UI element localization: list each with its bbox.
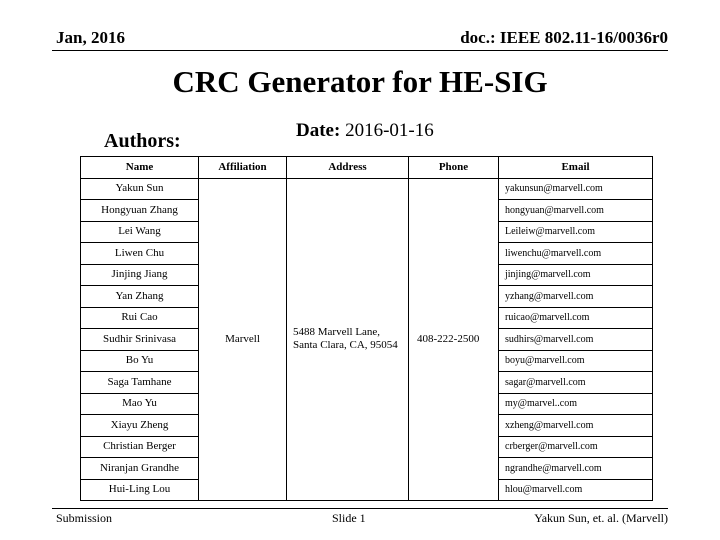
address-cell: 5488 Marvell Lane, Santa Clara, CA, 95054	[287, 178, 409, 501]
author-name: Jinjing Jiang	[81, 264, 199, 286]
author-name: Rui Cao	[81, 307, 199, 329]
author-email: sudhirs@marvell.com	[499, 329, 653, 351]
table-row	[81, 178, 653, 200]
footer-author: Yakun Sun, et. al. (Marvell)	[534, 511, 668, 525]
slide-title: CRC Generator for HE-SIG	[172, 64, 548, 99]
author-email: hongyuan@marvell.com	[499, 200, 653, 222]
affiliation-cell: Marvell	[199, 178, 287, 501]
author-email: sagar@marvell.com	[499, 372, 653, 394]
table-header-row	[81, 157, 653, 179]
header-divider	[52, 50, 668, 51]
author-name: Saga Tamhane	[81, 372, 199, 394]
author-name: Hui-Ling Lou	[81, 479, 199, 501]
author-email: hlou@marvell.com	[499, 479, 653, 501]
author-email: Leileiw@marvell.com	[499, 221, 653, 243]
authors-heading: Authors:	[104, 130, 181, 152]
column-header-address: Address	[287, 157, 409, 179]
author-email: jinjing@marvell.com	[499, 264, 653, 286]
author-name: Lei Wang	[81, 221, 199, 243]
authors-table	[80, 156, 653, 501]
author-name: Liwen Chu	[81, 243, 199, 265]
date-label: Date:	[296, 120, 341, 141]
author-email: boyu@marvell.com	[499, 350, 653, 372]
author-name: Yan Zhang	[81, 286, 199, 308]
column-header-email: Email	[499, 157, 653, 179]
author-email: yzhang@marvell.com	[499, 286, 653, 308]
header-doc-id: doc.: IEEE 802.11-16/0036r0	[460, 28, 668, 47]
author-email: yakunsun@marvell.com	[499, 178, 653, 200]
phone-cell: 408-222-2500	[409, 178, 499, 501]
author-email: xzheng@marvell.com	[499, 415, 653, 437]
author-email: ngrandhe@marvell.com	[499, 458, 653, 480]
author-name: Bo Yu	[81, 350, 199, 372]
author-name: Hongyuan Zhang	[81, 200, 199, 222]
footer-submission: Submission	[56, 511, 113, 525]
header-date: Jan, 2016	[56, 28, 125, 47]
author-email: my@marvel..com	[499, 393, 653, 415]
column-header-affiliation: Affiliation	[199, 157, 287, 179]
author-name: Mao Yu	[81, 393, 199, 415]
column-header-phone: Phone	[409, 157, 499, 179]
date-line	[296, 120, 434, 142]
author-name: Xiayu Zheng	[81, 415, 199, 437]
author-email: crberger@marvell.com	[499, 436, 653, 458]
author-email: liwenchu@marvell.com	[499, 243, 653, 265]
author-name: Christian Berger	[81, 436, 199, 458]
date-value: 2016-01-16	[345, 120, 434, 141]
author-name: Yakun Sun	[81, 178, 199, 200]
author-name: Sudhir Srinivasa	[81, 329, 199, 351]
author-email: ruicao@marvell.com	[499, 307, 653, 329]
footer-divider	[52, 508, 668, 509]
footer-slide-number: Slide 1	[332, 511, 366, 525]
author-name: Niranjan Grandhe	[81, 458, 199, 480]
column-header-name: Name	[81, 157, 199, 179]
